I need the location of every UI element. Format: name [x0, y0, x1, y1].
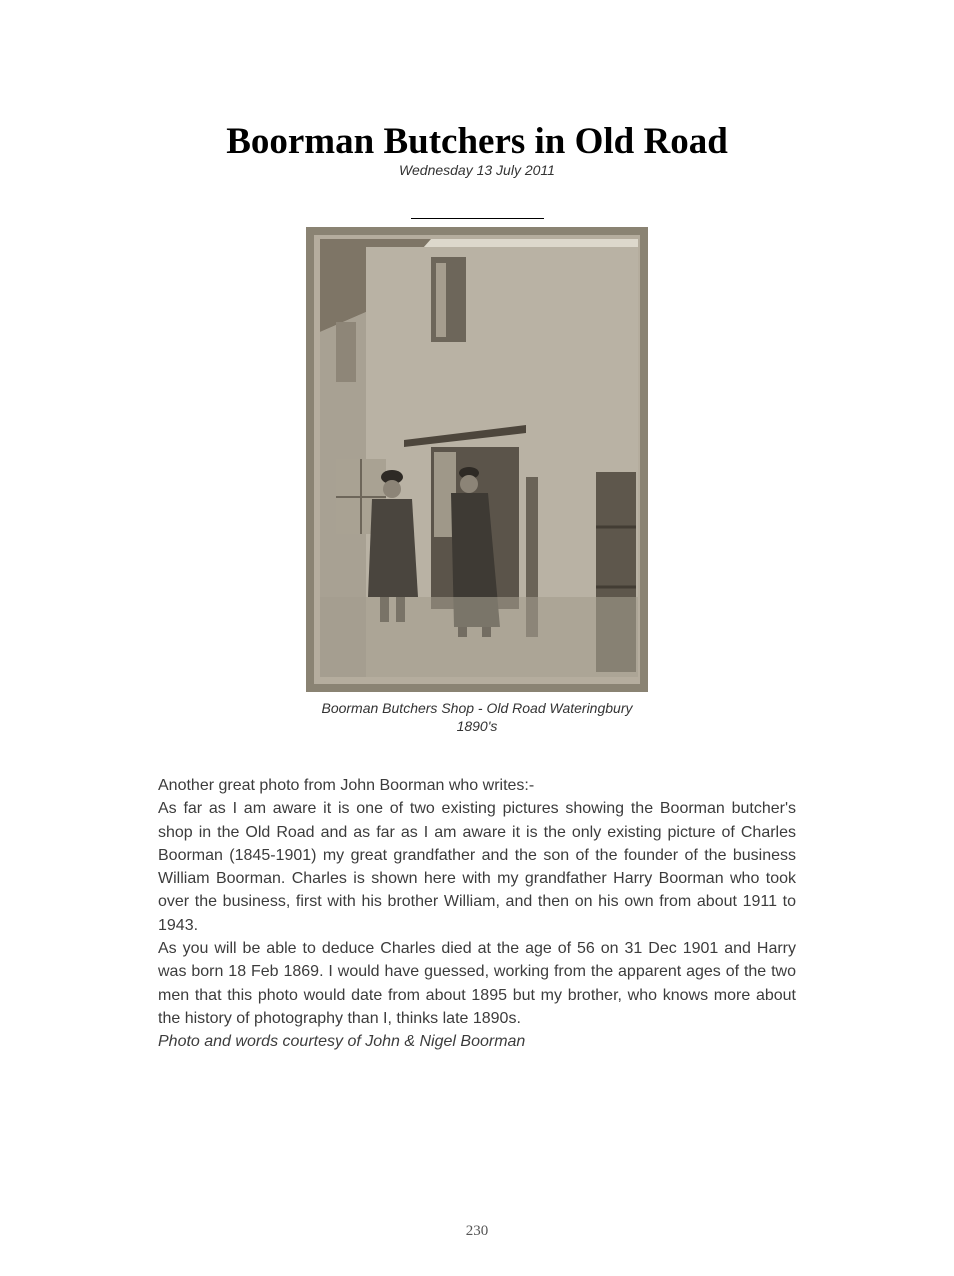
butcher-shop-photo [306, 227, 648, 692]
photo-caption [306, 699, 648, 735]
article-title: Boorman Butchers in Old Road [226, 121, 728, 162]
article-date: Wednesday 13 July 2011 [399, 162, 555, 178]
page-number: 230 [465, 1223, 489, 1239]
caption-line-1: Boorman Butchers Shop - Old Road Wateringbury [321, 700, 633, 716]
article-body [158, 774, 796, 1054]
body-paragraph-1: As far as I am aware it is one of two existing pictures showing the Boorman butcher's shop in the Old Road and as far as I am aware it is the only existing picture of Charles Boorman (1845-1901) my great grandfather and the son of the founder of the business William Boorman. Charles is shown here with my grandfather Harry Boorman who took over the business, first with his brother William, and then on his own from about 1911 to 1943. [158, 800, 796, 934]
caption-line-2: 1890's [456, 718, 498, 734]
photo-credit: Photo and words courtesy of John & Nigel Boorman [158, 1033, 526, 1051]
intro-paragraph: Another great photo from John Boorman who writes:- [158, 777, 535, 794]
separator-rule [411, 218, 544, 219]
body-paragraph-2: As you will be able to deduce Charles died at the age of 56 on 31 Dec 1901 and Harry was born 18 Feb 1869. I would have guessed, working from the apparent ages of the two men that this photo would date from about 1895 but my brother, who knows more about the history of photography than I, thinks late 1890s. [158, 940, 796, 1027]
